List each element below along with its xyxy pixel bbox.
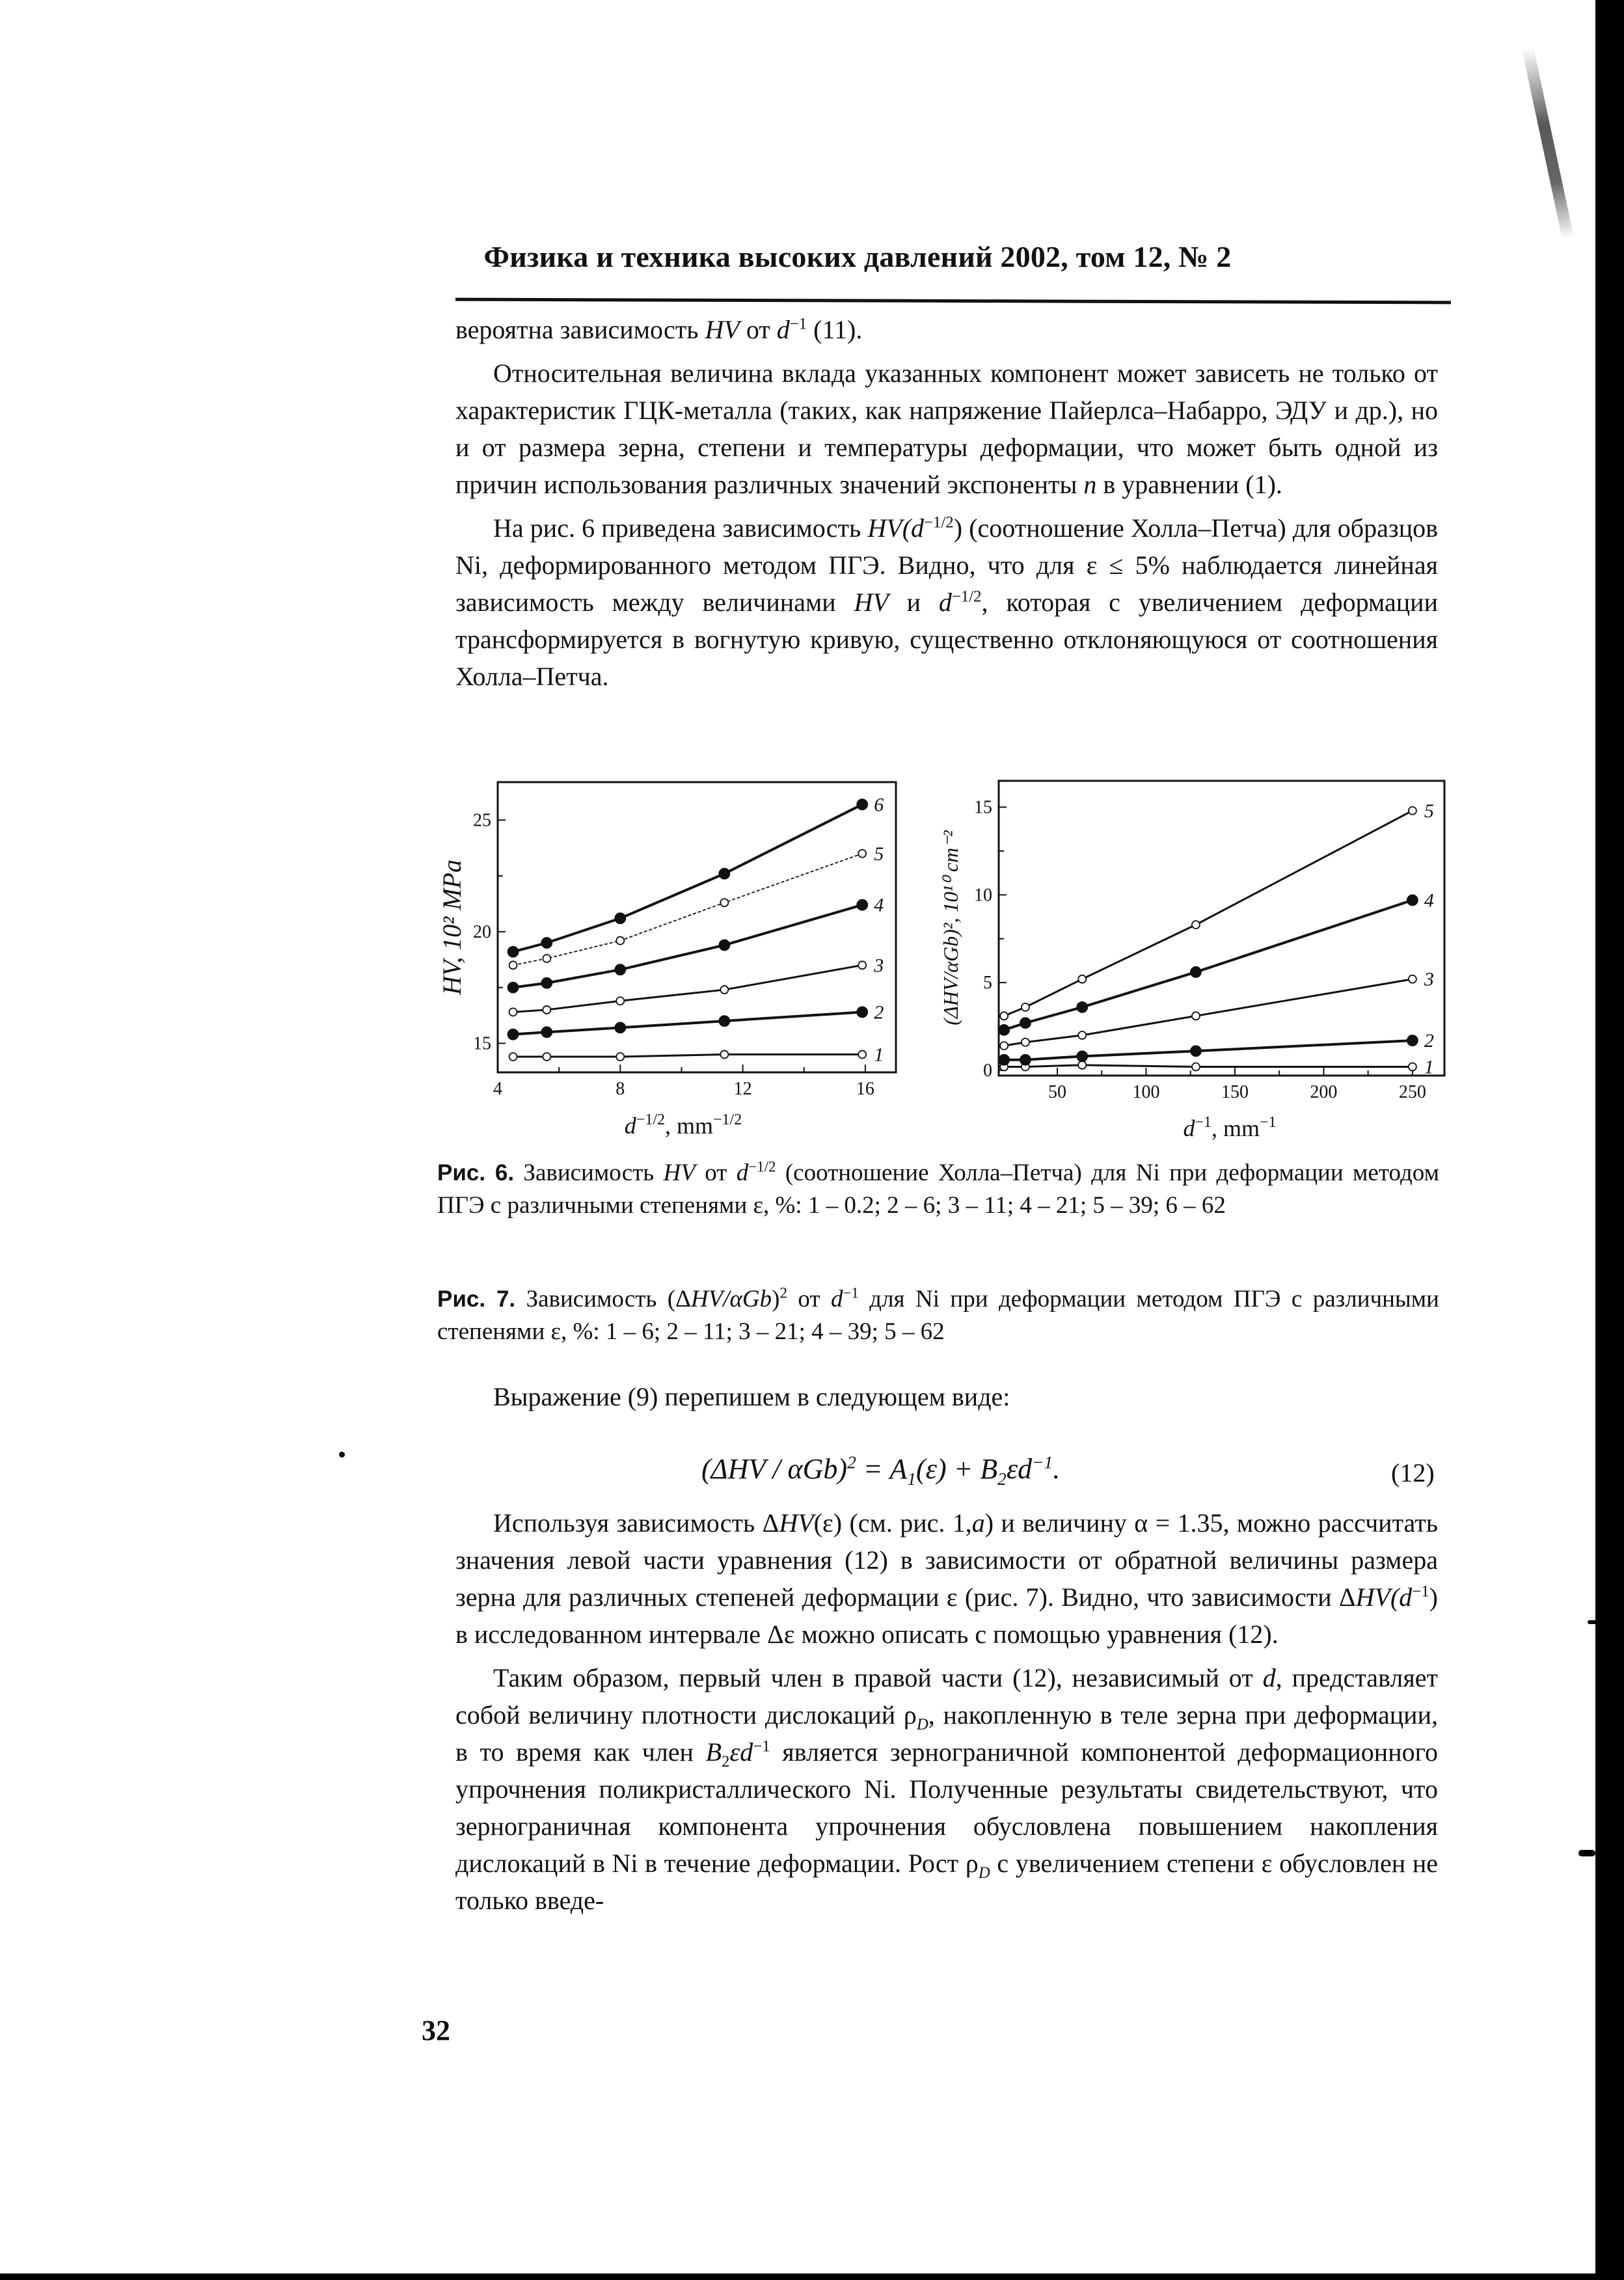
text: в уравнении (1). (1096, 470, 1282, 499)
text: 2 (847, 1452, 856, 1472)
text: = A (856, 1453, 908, 1485)
fig7-series-1-label: 1 (1424, 1056, 1434, 1078)
fig7-series-5-point (1409, 807, 1416, 815)
scan-speck (339, 1452, 345, 1458)
text: d (736, 1160, 749, 1186)
fig6-series-2-point (615, 1022, 625, 1033)
fig6-xtick-label: 4 (493, 1079, 502, 1099)
fig6-series-4-label: 4 (874, 894, 884, 916)
fig7-ticks (974, 797, 1426, 1102)
fig6-chart (437, 782, 896, 1139)
text: вероятна зависимость (455, 315, 705, 344)
fig7-series-1-point (1078, 1061, 1086, 1069)
fig6-xtick-label: 16 (856, 1079, 874, 1099)
text: Выражение (9) перепишем в следующем виде: (493, 1382, 1010, 1411)
fig7-series-2-line (1004, 1040, 1413, 1060)
fig6-xlabel: $d^{-1/2}$, $mm^{-1/2}$ (624, 1111, 742, 1139)
fig7-ytick-label: 10 (974, 885, 992, 906)
text: −1 (1032, 1452, 1053, 1472)
text: d (938, 588, 952, 617)
fig6-series-1-point (616, 1053, 624, 1061)
staple-shadow (1522, 46, 1574, 239)
fig7-series-4-point (1077, 1002, 1087, 1012)
text: n (1083, 470, 1097, 499)
text: от (695, 1160, 737, 1186)
fig7-series-5-point (1192, 921, 1200, 929)
text: На рис. 6 приведена зависимость (493, 513, 868, 543)
fig6-series-1-label: 1 (874, 1044, 884, 1066)
fig6-series-4-point (857, 900, 867, 910)
page-number: 32 (422, 2015, 450, 2046)
fig6-caption (437, 1157, 1439, 1222)
scan-edge-strip (1595, 0, 1624, 2280)
text: d (776, 315, 790, 344)
scan-speck (1588, 1620, 1597, 1624)
fig7-xtick-label: 150 (1221, 1082, 1249, 1102)
legend-list: 1 – 6; 2 – 11; 3 – 21; 4 – 39; 5 – 62 (605, 1318, 945, 1345)
text: HV (705, 315, 740, 344)
text: a (971, 1508, 985, 1538)
paragraph-4 (455, 1659, 1438, 1919)
fig6-series-5-point (509, 961, 517, 969)
text: −1/2 (748, 1158, 776, 1175)
text: εd (729, 1737, 753, 1767)
fig6-series-6-line (513, 804, 863, 951)
text: Используя зависимость Δ (493, 1508, 779, 1538)
fig6-series-3-point (858, 961, 866, 969)
text: d (830, 1286, 843, 1312)
fig7-series-4-point (1407, 895, 1418, 905)
fig6-series-4-point (615, 964, 625, 975)
text: , представляет собой величину плотности дислокаций ρ (455, 1663, 1438, 1730)
fig6-series-2-point (857, 1007, 867, 1017)
fig6-ytick-label: 25 (473, 810, 491, 831)
fig6-series-3-label: 3 (874, 955, 884, 977)
scan-bottom-strip (0, 2273, 1624, 2280)
legend-list: 1 – 0.2; 2 – 6; 3 – 11; 4 – 21; 5 – 39; 6 – 62 (807, 1192, 1226, 1219)
fig7-series-4-label: 4 (1424, 889, 1434, 912)
fig6-series-5-line (513, 854, 863, 966)
fig6-series-3-point (616, 997, 624, 1005)
text: D (916, 1716, 928, 1733)
fig6-xtick-label: 8 (616, 1079, 625, 1099)
text: HV(d (867, 513, 925, 543)
fig6-series-4-point (508, 983, 519, 993)
figures-6-7 (437, 774, 1457, 1145)
header-rule (455, 298, 1451, 305)
text: HV/αGb (690, 1286, 772, 1312)
fig7-xtick-label: 250 (1398, 1082, 1426, 1102)
fig7-series-5-label: 5 (1424, 800, 1434, 822)
fig6-series-2-point (508, 1029, 519, 1040)
text: с увеличением степени ε обусловлен не только введе- (455, 1849, 1438, 1915)
text: HV (663, 1160, 696, 1186)
text: (ε) (см. рис. 1, (813, 1508, 972, 1538)
fig7-series-4-point (1020, 1018, 1031, 1028)
fig7-series-5-point (1022, 1003, 1029, 1011)
fig6-series-3-point (509, 1008, 517, 1016)
text: от (739, 315, 777, 344)
text: (ε) + B (915, 1453, 998, 1485)
fig6-series-6-point (541, 938, 552, 948)
fig7-ylabel: (ΔHV/αGb)², 10¹⁰ cm⁻² (939, 830, 962, 1025)
text: и (888, 588, 939, 617)
text: −1/2 (924, 513, 954, 532)
fig6-series-3-point (720, 986, 728, 994)
fig7-xtick-label: 200 (1310, 1082, 1338, 1102)
text: (ΔHV / αGb) (701, 1453, 848, 1485)
text: B (705, 1737, 722, 1767)
fig7-series-2-point (1020, 1055, 1031, 1065)
fig7-series-2-point (1407, 1035, 1418, 1046)
paragraph-1 (455, 355, 1438, 503)
fig7-caption (437, 1283, 1439, 1348)
text: 2 (722, 1753, 730, 1771)
caption-label: Рис. 7. (437, 1286, 516, 1312)
fig7-chart (939, 781, 1444, 1141)
fig6-series-1-point (858, 1051, 866, 1059)
fig7-frame (999, 781, 1444, 1076)
fig6-series-6-point (615, 913, 625, 923)
fig7-series-1-line (1004, 1065, 1413, 1067)
fig6-series-6-point (857, 799, 867, 809)
fig6-series-1-point (509, 1053, 517, 1061)
paragraph-3 (455, 1504, 1438, 1653)
fig7-ytick-label: 5 (983, 973, 992, 994)
fig7-series-4-line (1004, 900, 1413, 1030)
fig7-xtick-label: 100 (1132, 1082, 1160, 1102)
text: , которая с увеличением деформации трансформируется в вогнутую кривую, существенно отклоняющуюся от соотношения Холла–Петча. (455, 588, 1438, 691)
equation-12 (701, 1452, 1061, 1489)
paragraph-2 (455, 509, 1438, 695)
fig7-series-3-label: 3 (1424, 968, 1434, 990)
text: Зависимость (Δ (515, 1286, 691, 1312)
fig6-series-6-label: 6 (874, 794, 884, 816)
fig7-series-3-point (1409, 975, 1416, 983)
caption-label: Рис. 6. (437, 1160, 515, 1186)
fig6-series-2-label: 2 (874, 1001, 884, 1024)
text: является зернограничной компонентой деформационного упрочнения поликристаллического Ni. Полученные результаты свидетельствуют, что зернограничная компонента упрочнения обусловлена повышением накопления дислокаций в Ni в течение деформации. Рост ρ (455, 1737, 1439, 1878)
text: εd (1006, 1453, 1033, 1485)
text: . (1053, 1453, 1061, 1485)
equation-number: (12) (1391, 1458, 1435, 1487)
text: Относительная величина вклада указанных компонент может зависеть не только от характеристик ГЦК-металла (таких, как напряжение Пайерлса–Набарро, ЭДУ и др.), но и от размера зерна, степени и температуры деформации, что может быть одной из причин использования различных значений экспоненты (455, 359, 1438, 499)
body-text-top (455, 311, 1438, 701)
fig6-series-6-point (719, 869, 729, 879)
fig6-series-5-point (720, 899, 728, 906)
text: 1 (907, 1469, 916, 1489)
text: −1 (1412, 1582, 1429, 1601)
text: −1 (789, 315, 807, 333)
fig7-series-4-point (999, 1025, 1009, 1035)
text: HV(d (1355, 1582, 1413, 1612)
fig6-xtick-label: 12 (733, 1079, 752, 1099)
fig6-ytick-label: 20 (473, 921, 491, 942)
text: 2 (997, 1469, 1007, 1489)
fig7-series-3-point (1192, 1012, 1200, 1020)
fig7-xtick-label: 50 (1048, 1082, 1067, 1102)
text: ) (772, 1286, 780, 1312)
fig6-series-5-point (616, 937, 624, 945)
fig7-series-1-point (1192, 1063, 1200, 1071)
text: ) и величину α = 1.35, можно рассчитать значения левой части уравнения (12) в зависимости от обратной величины размера зерна для различных степеней деформации ε (рис. 7). Видно, что зависимости Δ (455, 1508, 1439, 1612)
fig7-series (999, 800, 1434, 1078)
fig6-series-5-point (858, 850, 866, 858)
text: HV (779, 1508, 814, 1538)
text: (11). (807, 315, 863, 344)
text: −1/2 (951, 588, 982, 606)
fig6-series-6-point (508, 947, 519, 957)
fig7-series-4-point (1191, 967, 1201, 977)
text: D (978, 1864, 990, 1882)
fig7-ytick-label: 15 (974, 797, 992, 818)
fig6-series-1-line (513, 1055, 863, 1057)
text: ) в исследованном интервале Δε можно описать с помощью уравнения (12). (455, 1582, 1438, 1649)
text: для Ni при деформации методом ПГЭ с различными степенями ε, %: (437, 1286, 1439, 1345)
fig7-series-2-point (999, 1055, 1009, 1065)
fig7-series-2-point (1191, 1046, 1201, 1056)
fig6-series-1-point (543, 1053, 550, 1061)
text: d (1262, 1663, 1276, 1692)
fig7-series-5-point (1000, 1012, 1008, 1020)
equation-intro (455, 1378, 1438, 1422)
fig6-series-3-line (513, 965, 863, 1012)
text: Зависимость (514, 1160, 664, 1186)
fig6-series-4-point (541, 978, 552, 988)
fig7-ytick-label: 0 (983, 1060, 992, 1081)
fig6-series (508, 794, 884, 1065)
text: (соотношение Холла–Петча) для Ni при деформации методом ПГЭ с различными степенями ε, %: (437, 1160, 1439, 1219)
fig6-series-3-point (543, 1006, 550, 1014)
fig6-ytick-label: 15 (473, 1033, 491, 1054)
fig7-series-3-point (1078, 1031, 1086, 1039)
text: 2 (779, 1284, 787, 1301)
fig7-series-5-point (1078, 975, 1086, 983)
fig6-frame (498, 782, 896, 1072)
text: ) (соотношение Холла–Петча) для образцов Ni, деформированного методом ПГЭ. Видно, что для ε ≤ 5% наблюдается линейная зависимость между величинами (455, 513, 1438, 617)
text: HV (854, 588, 889, 617)
fig7-series-3-point (1000, 1042, 1008, 1050)
fig6-series-5-label: 5 (874, 843, 884, 865)
text: Таким образом, первый член в правой части (12), независимый от (493, 1663, 1263, 1692)
fig6-series-5-point (543, 955, 550, 962)
fig6-series-2-line (513, 1012, 863, 1034)
scan-speck (1578, 1850, 1595, 1856)
fig6-series-2-point (719, 1016, 729, 1026)
fig7-series-3-point (1022, 1038, 1029, 1046)
fig7-series-2-point (1077, 1051, 1087, 1061)
journal-header: Физика и техника высоких давлений 2002, том 12, № 2 (483, 240, 1232, 273)
fig7-xlabel: $d^{-1}$, $mm^{-1}$ (1183, 1114, 1277, 1141)
text: −1 (753, 1737, 770, 1756)
fig7-series-2-label: 2 (1424, 1030, 1434, 1052)
text: , накопленную в теле зерна при деформации, в то время как член (455, 1700, 1438, 1767)
fig6-series-4-point (719, 940, 729, 950)
fig6-series-1-point (720, 1051, 728, 1059)
paragraph-continuation (455, 311, 1438, 348)
figures-svg (437, 774, 1457, 1145)
body-text-bottom (455, 1504, 1438, 1925)
text: от (787, 1286, 831, 1312)
fig7-series-5-line (1004, 811, 1413, 1016)
text: −1 (843, 1284, 859, 1301)
fig6-ylabel: HV, 10² MPa (437, 860, 467, 995)
fig6-series-2-point (541, 1027, 552, 1037)
fig7-series-1-point (1409, 1063, 1416, 1071)
